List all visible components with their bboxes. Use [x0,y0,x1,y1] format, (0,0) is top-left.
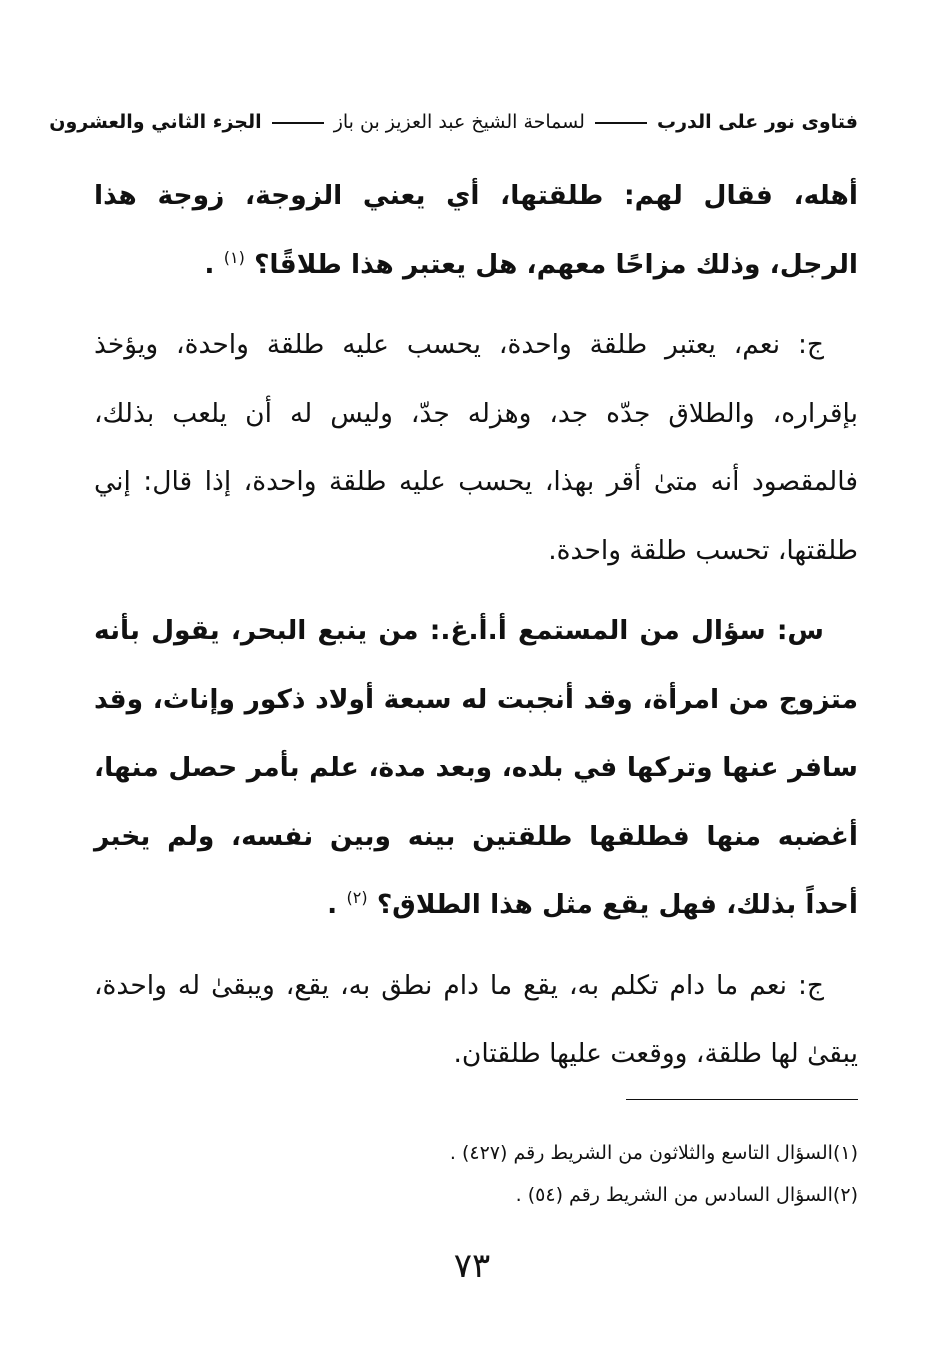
answer-paragraph [94,952,858,1089]
body-text [94,162,858,1089]
paragraph-text: س: سؤال من المستمع أ.أ.غ.: من ينبع البحر، يقول بأنه متزوج من امرأة، وقد أنجبت له سبعة أولاد ذكور وإناث، وقد سافر عنها وتركها في بلده، وبعد مدة، علم بأمر حصل منها، أغضبه منها فطلقها طلقتين بينه وبين نفسه، ولم يخبر أحداً بذلك، فهل يقع مثل هذا الطلاق؟ [94,615,858,920]
footnote-1: (١)السؤال التاسع والثلاثون من الشريط رقم (٤٢٧) . [449,1142,858,1164]
paragraph-end: . [204,248,215,280]
footnote-ref: (٢) [346,888,368,908]
header-dash [272,122,324,124]
answer-paragraph [94,311,858,585]
paragraph-end: . [327,889,338,920]
book-title: فتاوى نور على الدرب [657,111,858,133]
footnotes [94,1132,858,1216]
author-name: لسماحة الشيخ عبد العزيز بن باز [333,111,585,133]
question-continuation [94,162,858,299]
question-paragraph [94,597,858,940]
running-header [49,102,858,142]
header-dash [595,122,647,124]
volume-label: الجزء الثاني والعشرون [49,111,262,133]
footnote-2: (٢)السؤال السادس من الشريط رقم (٥٤) . [515,1184,858,1206]
paragraph-text: ج: نعم ما دام تكلم به، يقع ما دام نطق به، يقع، ويبقىٰ له واحدة، يبقىٰ لها طلقة، ووقعت عليها طلقتان. [94,969,858,1069]
page-number: ٧٣ [453,1246,491,1286]
footnote-separator [626,1099,858,1100]
paragraph-text: أهله، فقال لهم: طلقتها، أي يعني الزوجة، زوجة هذا الرجل، وذلك مزاحًا معهم، هل يعتبر هذا طلاقًا؟ [94,180,858,280]
footnote-ref: (١) [223,247,245,267]
paragraph-text: ج: نعم، يعتبر طلقة واحدة، يحسب عليه طلقة واحدة، ويؤخذ بإقراره، والطلاق جدّه جد، وهزله جدّ، وليس له أن يلعب بذلك، فالمقصود أنه متىٰ أقر بهذا، يحسب عليه طلقة واحدة، إذا قال: إني طلقتها، تحسب طلقة واحدة. [94,329,858,566]
